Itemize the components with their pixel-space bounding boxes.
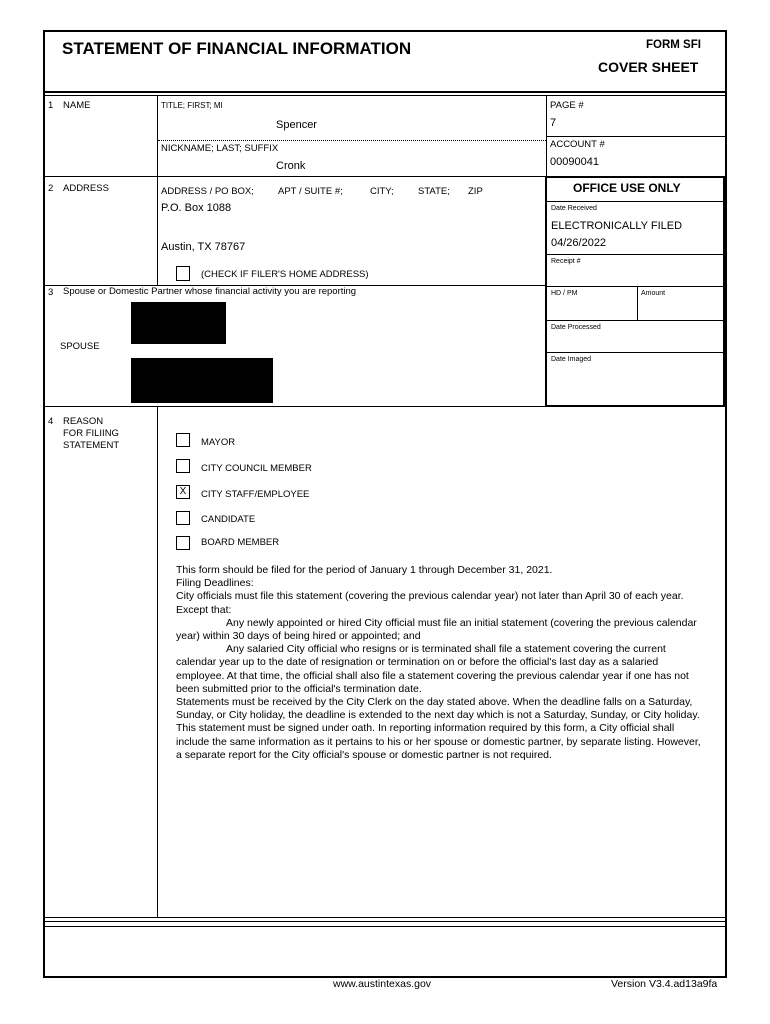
- instruction-except: Except that:: [176, 603, 232, 616]
- spouse-label: SPOUSE: [60, 341, 100, 352]
- filing-instructions: [176, 564, 706, 762]
- section-divider: [43, 176, 546, 177]
- section-divider: [43, 406, 546, 407]
- instruction-oath: This statement must be signed under oath. In reporting information required by this form, a City official shall include the same information as it pertains to his or her spouse or domestic partner, by separate listing. However, a separate report for the City official's spouse or domestic partner is not required.: [176, 722, 701, 761]
- instruction-period: This form should be filed for the period of January 1 through December 31, 2021.: [176, 564, 553, 576]
- date-imaged-label: Date Imaged: [551, 356, 592, 363]
- filed-status: ELECTRONICALLY FILED: [551, 220, 683, 232]
- home-address-checkbox[interactable]: [176, 266, 190, 281]
- receipt-label: Receipt #: [551, 258, 581, 265]
- header-divider: [43, 95, 727, 96]
- board-member-checkbox[interactable]: [176, 536, 190, 550]
- form-title: STATEMENT OF FINANCIAL INFORMATION: [62, 39, 412, 58]
- address-col-label: ADDRESS / PO BOX;: [161, 186, 254, 197]
- page-divider: [546, 136, 725, 137]
- city-staff-label: CITY STAFF/EMPLOYEE: [201, 489, 310, 500]
- city-council-label: CITY COUNCIL MEMBER: [201, 463, 312, 474]
- candidate-label: CANDIDATE: [201, 514, 256, 525]
- form-id: FORM SFI: [646, 39, 701, 51]
- date-processed-label: Date Processed: [551, 324, 601, 331]
- instruction-deadlines-heading: Filing Deadlines:: [176, 577, 254, 590]
- board-member-label: BOARD MEMBER: [201, 537, 280, 548]
- office-divider: [547, 201, 724, 202]
- redaction-block: [131, 302, 226, 344]
- address-line-1: P.O. Box 1088: [161, 202, 232, 214]
- apt-col-label: APT / SUITE #;: [278, 186, 343, 197]
- office-use-title: OFFICE USE ONLY: [573, 181, 681, 195]
- office-divider: [547, 320, 724, 321]
- label-column-divider: [157, 96, 158, 285]
- account-value: 00090041: [550, 156, 599, 168]
- instruction-resign: Any salaried City official who resigns or is terminated shall file a statement covering the current calendar year up to the date of resignation or termination on or before the official's last day as a salaried employee. At that time, the official shall also file a statement covering the previous calendar year if one has not been submitted prior to the official's termination date.: [176, 643, 689, 695]
- bottom-divider: [43, 917, 727, 918]
- footer-website: www.austintexas.gov: [333, 978, 432, 990]
- redaction-block: [131, 358, 273, 403]
- reason-label: FOR FILIING: [63, 428, 119, 439]
- amount-label: Amount: [641, 290, 666, 297]
- mayor-checkbox[interactable]: [176, 433, 190, 447]
- first-name-value: Spencer: [276, 119, 317, 131]
- office-divider: [547, 254, 724, 255]
- office-divider: [547, 352, 724, 353]
- address-label: ADDRESS: [63, 183, 109, 194]
- section-number: 2: [48, 183, 54, 194]
- label-column-divider: [157, 407, 158, 918]
- date-received-label: Date Received: [551, 205, 597, 212]
- reason-label: REASON: [63, 416, 104, 427]
- candidate-checkbox[interactable]: [176, 511, 190, 525]
- instruction-clerk: Statements must be received by the City Clerk on the day stated above. When the deadline falls on a Saturday, Sunday, or City holiday, the deadline is extended to the next day which is not a Saturday, Sunday, or City holiday.: [176, 696, 700, 722]
- office-divider: [637, 286, 638, 321]
- page-value: 7: [550, 117, 557, 129]
- home-address-check-label: (CHECK IF FILER'S HOME ADDRESS): [201, 269, 369, 280]
- address-line-2: Austin, TX 78767: [161, 241, 246, 253]
- hdpm-label: HD / PM: [551, 290, 578, 297]
- section-number: 3: [48, 287, 54, 298]
- office-divider: [547, 286, 724, 287]
- reason-label: STATEMENT: [63, 440, 120, 451]
- filed-date: 04/26/2022: [551, 237, 607, 249]
- footer-version: Version V3.4.ad13a9fa: [611, 978, 718, 990]
- form-frame: [43, 30, 727, 978]
- state-col-label: STATE;: [418, 186, 450, 197]
- mayor-label: MAYOR: [201, 437, 236, 448]
- section-number: 1: [48, 100, 54, 111]
- last-name-value: Cronk: [276, 160, 306, 172]
- form-subtitle: COVER SHEET: [598, 59, 699, 75]
- instruction-new-official: Any newly appointed or hired City official must file an initial statement (covering the previous calendar year) within 30 days of being hired or appointed; and: [176, 616, 697, 643]
- name-divider: [158, 140, 546, 141]
- name-label: NAME: [63, 100, 91, 111]
- header-divider: [43, 91, 727, 93]
- account-label: ACCOUNT #: [550, 139, 605, 150]
- section-number: 4: [48, 416, 54, 427]
- instruction-deadline: City officials must file this statement (covering the previous calendar year) not later than April 30 of each year.: [176, 590, 684, 603]
- city-staff-checkbox[interactable]: X: [176, 485, 190, 499]
- zip-col-label: ZIP: [468, 186, 483, 197]
- bottom-divider: [43, 921, 727, 922]
- spouse-section-label: Spouse or Domestic Partner whose financial activity you are reporting: [63, 286, 357, 297]
- city-col-label: CITY;: [370, 186, 394, 197]
- title-first-label: TITLE; FIRST; MI: [161, 101, 223, 110]
- nickname-last-label: NICKNAME; LAST; SUFFIX: [161, 143, 279, 154]
- page-label: PAGE #: [550, 100, 584, 111]
- city-council-checkbox[interactable]: [176, 459, 190, 473]
- bottom-divider: [43, 926, 727, 927]
